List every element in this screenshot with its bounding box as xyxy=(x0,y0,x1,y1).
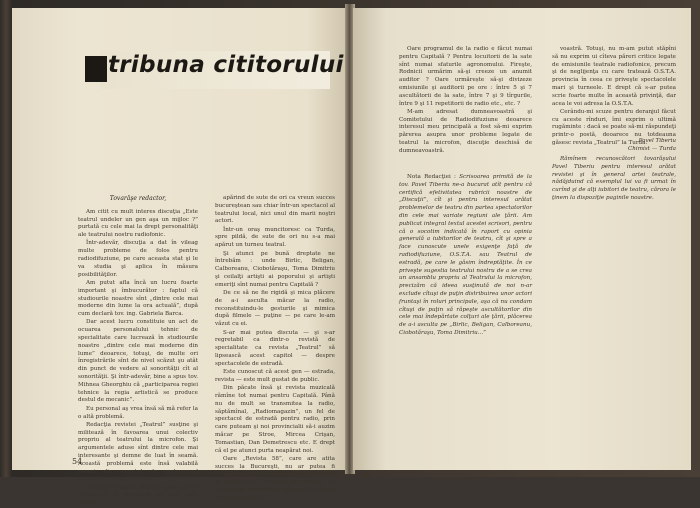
right-column-1 xyxy=(399,46,532,172)
editor-note xyxy=(399,174,532,336)
paragraph: voastră. Totuşi, nu m-am putut stăpîni să nu exprim ui cîteva păreri critice legate de emisiunile teatrale radiofonice, precum şi de neglijenţa cu care tratează O.S.T.A. provincia în ceea ce priveşte spectacolele mari şi turneele. E drept că s-ar putea scrie foarte multe în această privinţă, dar acea le voi adresa la O.S.T.A. xyxy=(552,46,676,107)
paragraph: Eu personal aş vrea însă să mă refer la o altă problemă. xyxy=(78,405,198,420)
title-drop-block xyxy=(85,56,107,82)
left-column-1 xyxy=(78,195,198,507)
note-label: Nota Redacţiei : xyxy=(407,174,456,180)
paragraph: Din păcate însă şi revista muzicală rămîne tot numai pentru Capitală. Până nu de mult se transmitea la radio, săptămînal, „Radiomagazin”, un fel de spectacol de estradă pentru radio, prin care puteam şi noi provincialii să-i auzim măcar pe Stroe, Mircea Crişan, Tomastian, Dan Demetrescu etc. E drept că el pe atunci purta neapărat noi. xyxy=(215,385,335,454)
paragraph: apărind de sute de ori ca vreun succes bucureştean sau chiar într-un spectacol al teatrului local, nici unul din marii noştri actori. xyxy=(215,195,335,225)
paragraph: Într-un oraş muncitoresc ca Turda, spre pildă, de sute de ori nu s-a mai apărut un turneu teatral. xyxy=(215,226,335,249)
paragraph: Oare programul de la radio e făcut numai pentru Capitală ? Pentru locuitorii de la sate sînt numai sfaturile agronomului. Fireşte, Rodnicii urmărim să-şi creeze un anumit auditor ? Oare urmărește să-şi divizeze emisiunile şi auditorii pe ore : între 5 şi 7 ascultătorii de la sate, între 7 şi 9 tîrgurile, între 9 şi 11 repetitorii de radio etc., etc. ? xyxy=(399,46,532,107)
paragraph: Oare „Revista 58”, care are atita succes la Bucureşti, nu ar putea fi transmisă într-o seară şi pe unde ? Oare în spectacolul Teatrului de estradă, cu unele părţi comentate, aşa cum fac şi alte posturi de radio ? xyxy=(215,455,335,501)
signature-place: Chimist — Turda xyxy=(628,145,676,152)
editor-note-continued xyxy=(552,156,676,236)
paragraph: Cerându-mi scuze pentru deranjul făcut cu aceste rînduri, îmi exprim o ultimă rugăminte : dacă se poate să-mi răspundeţi printr-o postă, deoarece nu totdeauna găsesc revista „Teatrul” la Turda. xyxy=(552,108,676,147)
paragraph: Dar acest lucru constituie un act de ocuarea personalului tehnic de specialitate care lucrează în studiourile noastre „dintre cele mai moderne din lume” deoarece, totuşi, de multe ori înregistrările sînt de nivel scăzut şu atât din punct de vedere al sonorităţii cît al sonorităţii. Şi într-adevăr, bine a spus tov. Mihnea Gheorghiu că „participarea regiei tehnice la regia artistică se produce destul de mecanic”. xyxy=(78,319,198,404)
paragraph: S-ar mai putea discuta — şi s-ar regretabil ca dintr-o revistă de specialitate ca revista „Teatrul” să lipsească acest capitol — despre spectacolele de estradă. xyxy=(215,329,335,367)
left-page xyxy=(12,8,347,507)
paragraph: M-am adresat dumneavoastră şi Comitetului de Radiodifuziune deoarece interesul meu principală a fost să-mi exprim părerea asupra unor probleme legate de teatrul la microfon, discuţie deschisă de dumneavoastră. xyxy=(399,108,532,154)
paragraph: Am putut afla încă un lucru foarte important şi îmbucurător : faptul că studiourile noastre sînt „dintre cele mai moderne din lume la ora actuală”, după cum declară tov. ing. Gabriela Barca. xyxy=(78,279,198,318)
paragraph: Redacţia revistei „Teatrul” poate să ne spună că în provincie nu mai este nevoie... xyxy=(78,484,198,507)
note-text: Scrisoarea primită de la tov. Pavel Tiberiu ne-a bucurat atît pentru că certifică efetivitatea rubricii noastre de „Discuţii”, cît şi pentru interesul arătat problemelor de teatru din partea spectatorilor din cele mai variate regiuni ale ţării. Am publicat integral textul acestei scrisori, pentru că o socotim indicată în raport cu opinia generală a iubitorilor de teatru, cît şi spre a face cunoscute unele exigenţe faţă de radiodifuziune, O.S.T.A. sau Teatrul de estradă, pe care le găsim îndreptăţite. În ce priveşte sugestia teatrului nostru de a se crea un ansamblu propriu al Teatrului la microfon, precizăm că ideea susţinută de noi n-ar exclude cîtuşi de puţin distribuirea unor actori fruntaşi în roluri principale, aşa că nu condam cîtuşi de puţin să răpeşte ascultătorilor din cele mai îndepărtate colţuri ale ţării, plăcerea de a-i asculta pe „Birlic, Beligan, Calboreanu, Ciobotăraşu, Toma Dimitriu...” xyxy=(399,174,532,336)
signature xyxy=(552,138,676,154)
paragraph: Şi atunci pe bună dreptate ne întrebăm : unde Birlic, Beligan, Calboreanu, Ciobotăraşu, Toma Dimitriu şi ceilalţi artişti ai poporului şi artişti emeriţi sînt numai pentru Capitală ? xyxy=(215,250,335,288)
salutation: Tovarăşe redactor, xyxy=(109,195,167,202)
page-title: tribuna cititorului xyxy=(108,52,344,78)
page-number: 54 xyxy=(72,457,83,466)
paragraph: Este cunoscut că acest gen — estrada, revista — este mult gustat de public. xyxy=(215,369,335,383)
paragraph: Rămînem recunoscători tovarăşului Pavel Tiberiu pentru interesul arătat revistei şi în general artei teatrale, nădăjduind că exemplul lui va fi urmat în curînd şi de alţi iubitori de teatru, cărora le ţinem la dispoziţie paginile noastre. xyxy=(552,156,676,201)
paragraph: Într-adevăr, discuţia a dat în vileag multe probleme de folos pentru radiodifuziune, pe care aceasta stat şi le va studia şi aplica în măsura posibilităţilor. xyxy=(78,240,198,278)
signature-name: Pavel Tiberiu xyxy=(638,138,676,144)
paragraph: De ce să ne fie rigidă şi mica plăcere de a-i asculta măcar la radio, reconstituindu-le gesturile şi mimica după filmele — puţine — pe care le-am văzut cu ei. xyxy=(215,290,335,328)
left-column-2 xyxy=(215,195,335,501)
paragraph: Redacţia revistei „Teatrul” susţine şi militează în favoarea unui colectiv propriu al teatrului la microfon. Şi argumentele aduse sînt dintre cele mai interesante şi demne de luat în seamă. Această problemă este însă valabilă numai din punctul de vedere al ascultătorilor bucureşteni. xyxy=(78,421,198,483)
right-page xyxy=(353,8,691,470)
paragraph: Am citit cu mult interes discuţia „Este teatrul undeler un gen aşa un mijloc ?” purtată cu cele mai la drept personalităţi ale teatrului nostru radiofonic. xyxy=(78,208,198,239)
